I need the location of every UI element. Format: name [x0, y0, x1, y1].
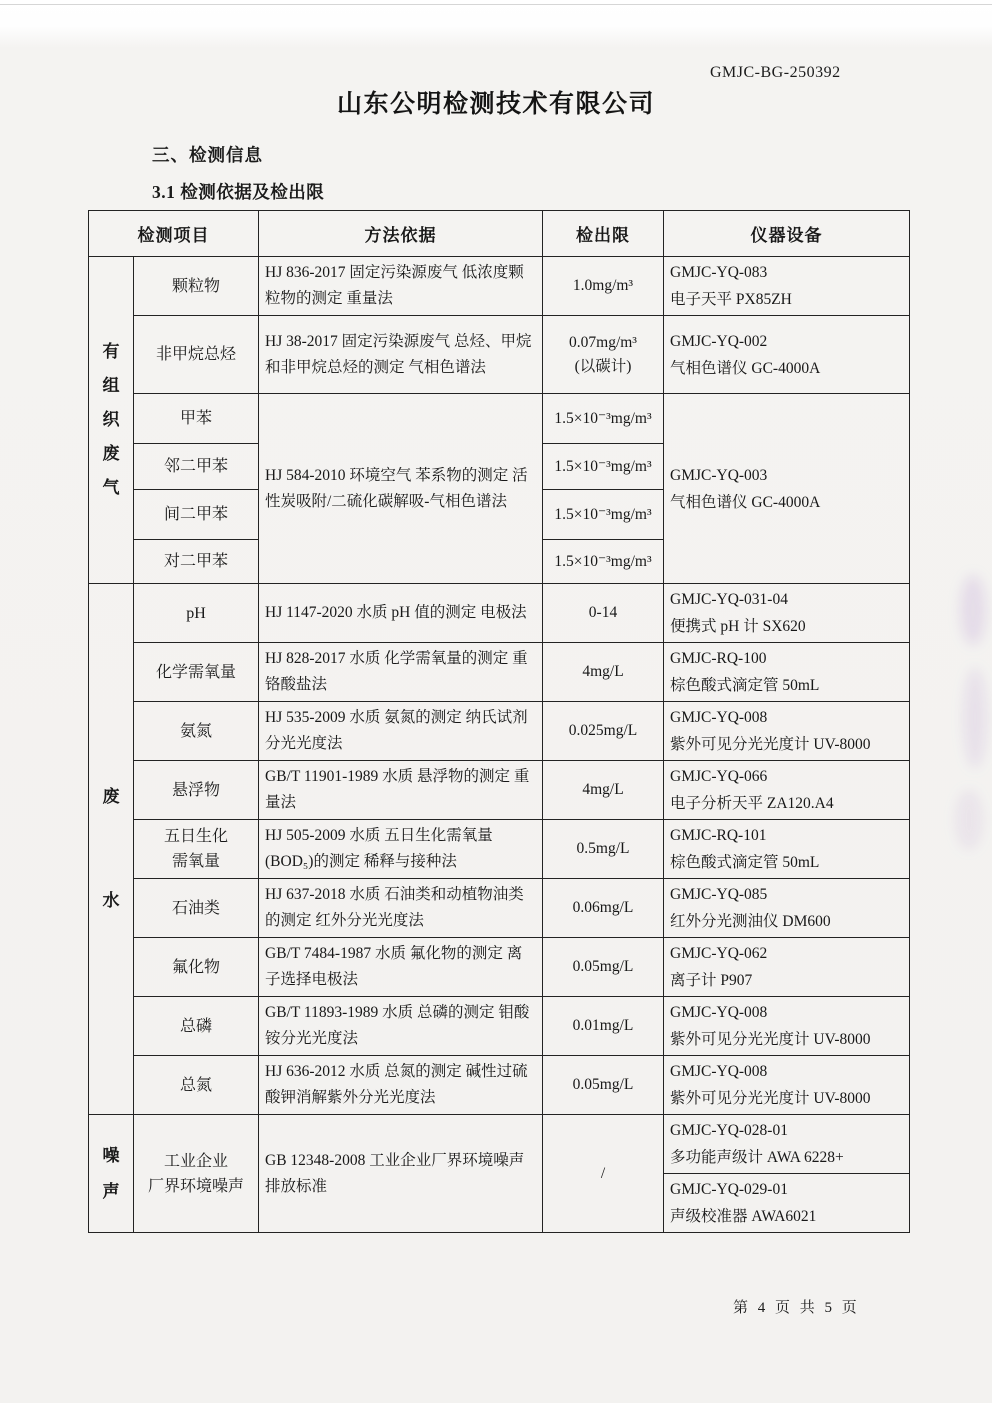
limit-cell: 4mg/L — [543, 643, 664, 702]
item-cell: 悬浮物 — [134, 761, 259, 820]
table-row-particulate — [89, 257, 910, 316]
item-cell: 对二甲苯 — [134, 540, 259, 584]
instrument-name: 电子分析天平 ZA120.A4 — [670, 795, 834, 812]
instrument-code: GMJC-RQ-100 — [670, 650, 767, 667]
instrument-cell-sound-calibrator — [664, 1174, 910, 1233]
item-line1: 五日生化 — [163, 828, 228, 845]
subsection-heading: 3.1 检测依据及检出限 — [152, 182, 325, 202]
limit-cell: 1.5×10⁻³mg/m³ — [543, 540, 664, 584]
instrument-cell — [664, 316, 910, 394]
table-row-petroleum — [89, 879, 910, 938]
method-cell: HJ 636-2012 水质 总氮的测定 碱性过硫酸钾消解紫外分光光度法 — [259, 1056, 543, 1115]
item-cell: 氨氮 — [134, 702, 259, 761]
instrument-code: GMJC-YQ-003 — [670, 466, 768, 484]
instrument-name: 紫外可见分光光度计 UV-8000 — [670, 1090, 871, 1107]
instrument-cell — [664, 879, 910, 938]
method-cell-noise: GB 12348-2008 工业企业厂界环境噪声排放标准 — [259, 1115, 543, 1233]
limit-cell — [543, 316, 664, 394]
limit-cell: 0-14 — [543, 584, 664, 643]
table-header-row — [89, 211, 910, 257]
table-row-noise-a — [89, 1115, 910, 1174]
table-row-nmhc — [89, 316, 910, 394]
group-cell-noise — [89, 1115, 134, 1233]
table-row-bod5 — [89, 820, 910, 879]
col-header-limit: 检出限 — [543, 211, 664, 257]
item-cell: 石油类 — [134, 879, 259, 938]
instrument-code: GMJC-RQ-101 — [670, 827, 767, 844]
instrument-name: 红外分光测油仪 DM600 — [670, 913, 831, 930]
item-line2: 厂界环境噪声 — [147, 1177, 244, 1195]
group-cell-organized-gas — [89, 257, 134, 584]
item-cell: 氟化物 — [134, 938, 259, 997]
limit-cell: 0.06mg/L — [543, 879, 664, 938]
instrument-name: 离子计 P907 — [670, 972, 753, 989]
limit-cell: 0.05mg/L — [543, 1056, 664, 1115]
instrument-name: 多功能声级计 AWA 6228+ — [670, 1149, 844, 1166]
method-cell: HJ 535-2009 水质 氨氮的测定 纳氏试剂分光光度法 — [259, 702, 543, 761]
col-header-item: 检测项目 — [89, 211, 259, 257]
instrument-cell — [664, 257, 910, 316]
limit-cell: 1.5×10⁻³mg/m³ — [543, 394, 664, 444]
scan-top-edge — [0, 4, 992, 5]
limit-cell-noise: / — [543, 1115, 664, 1233]
instrument-code: GMJC-YQ-029-01 — [670, 1181, 788, 1198]
item-line1: 工业企业 — [163, 1152, 228, 1170]
scan-smudge — [955, 790, 983, 850]
section-heading: 三、检测信息 — [152, 145, 263, 165]
table-row-fluoride — [89, 938, 910, 997]
instrument-name: 声级校准器 AWA6021 — [670, 1208, 817, 1225]
method-cell: HJ 836-2017 固定污染源废气 低浓度颗粒物的测定 重量法 — [259, 257, 543, 316]
limit-note: (以碳计) — [574, 357, 632, 375]
instrument-cell — [664, 584, 910, 643]
scan-smudge — [960, 575, 986, 645]
instrument-name: 便携式 pH 计 SX620 — [670, 618, 806, 635]
instrument-code: GMJC-YQ-028-01 — [670, 1122, 788, 1139]
method-cell: HJ 637-2018 水质 石油类和动植物油类的测定 红外分光光度法 — [259, 879, 543, 938]
instrument-cell — [664, 820, 910, 879]
table-row-total-nitrogen — [89, 1056, 910, 1115]
item-cell: pH — [134, 584, 259, 643]
instrument-cell — [664, 938, 910, 997]
limit-cell: 4mg/L — [543, 761, 664, 820]
instrument-code: GMJC-YQ-066 — [670, 768, 768, 785]
limit-cell: 0.05mg/L — [543, 938, 664, 997]
method-cell: HJ 505-2009 水质 五日生化需氧量(BOD₅)的测定 稀释与接种法 — [259, 820, 543, 879]
instrument-code: GMJC-YQ-083 — [670, 264, 768, 281]
instrument-code: GMJC-YQ-062 — [670, 945, 768, 962]
method-cell: HJ 38-2017 固定污染源废气 总烃、甲烷和非甲烷总烃的测定 气相色谱法 — [259, 316, 543, 394]
method-cell: GB/T 11901-1989 水质 悬浮物的测定 重量法 — [259, 761, 543, 820]
instrument-cell — [664, 643, 910, 702]
item-cell: 总氮 — [134, 1056, 259, 1115]
instrument-name: 电子天平 PX85ZH — [670, 291, 792, 308]
item-cell: 总磷 — [134, 997, 259, 1056]
report-number: GMJC-BG-250392 — [710, 64, 841, 81]
instrument-cell-benzene-series — [664, 394, 910, 584]
item-cell: 邻二甲苯 — [134, 444, 259, 490]
col-header-method: 方法依据 — [259, 211, 543, 257]
instrument-code: GMJC-YQ-008 — [670, 1004, 768, 1021]
instrument-code: GMJC-YQ-002 — [670, 332, 768, 350]
item-cell-noise — [134, 1115, 259, 1233]
page-number-footer: 第 4 页 共 5 页 — [733, 1300, 860, 1316]
item-cell: 甲苯 — [134, 394, 259, 444]
limit-value: 0.07mg/m³ — [569, 333, 637, 351]
item-cell — [134, 820, 259, 879]
instrument-cell — [664, 761, 910, 820]
method-cell: GB/T 7484-1987 水质 氟化物的测定 离子选择电极法 — [259, 938, 543, 997]
method-cell: HJ 1147-2020 水质 pH 值的测定 电极法 — [259, 584, 543, 643]
instrument-code: GMJC-YQ-008 — [670, 1063, 768, 1080]
table-row-cod — [89, 643, 910, 702]
col-header-instrument: 仪器设备 — [664, 211, 910, 257]
group-label: 有组织废气 — [102, 342, 120, 497]
instrument-code: GMJC-YQ-008 — [670, 709, 768, 726]
table-row-total-phosphorus — [89, 997, 910, 1056]
group-label: 噪声 — [102, 1145, 120, 1201]
group-cell-wastewater — [89, 584, 134, 1115]
table-row-ammonia — [89, 702, 910, 761]
item-cell: 颗粒物 — [134, 257, 259, 316]
method-cell: GB/T 11893-1989 水质 总磷的测定 钼酸铵分光光度法 — [259, 997, 543, 1056]
limit-cell: 1.0mg/m³ — [543, 257, 664, 316]
instrument-cell — [664, 702, 910, 761]
item-line2: 需氧量 — [171, 853, 220, 870]
table-row-ph — [89, 584, 910, 643]
item-cell: 非甲烷总烃 — [134, 316, 259, 394]
method-cell: HJ 828-2017 水质 化学需氧量的测定 重铬酸盐法 — [259, 643, 543, 702]
instrument-code: GMJC-YQ-031-04 — [670, 591, 788, 608]
method-cell-benzene-series: HJ 584-2010 环境空气 苯系物的测定 活性炭吸附/二硫化碳解吸-气相色谱法 — [259, 394, 543, 584]
instrument-name: 紫外可见分光光度计 UV-8000 — [670, 736, 871, 753]
limit-cell: 0.025mg/L — [543, 702, 664, 761]
instrument-name: 棕色酸式滴定管 50mL — [670, 854, 820, 871]
instrument-name: 紫外可见分光光度计 UV-8000 — [670, 1031, 871, 1048]
instrument-name: 气相色谱仪 GC-4000A — [670, 493, 821, 511]
item-cell: 化学需氧量 — [134, 643, 259, 702]
table-row-toluene — [89, 394, 910, 444]
instrument-cell — [664, 1056, 910, 1115]
company-title: 山东公明检测技术有限公司 — [336, 90, 655, 118]
limit-cell: 1.5×10⁻³mg/m³ — [543, 490, 664, 540]
item-cell: 间二甲苯 — [134, 490, 259, 540]
instrument-cell — [664, 997, 910, 1056]
limit-cell: 1.5×10⁻³mg/m³ — [543, 444, 664, 490]
scan-smudge — [963, 668, 987, 768]
instrument-name: 气相色谱仪 GC-4000A — [670, 359, 821, 377]
table-row-suspended-solids — [89, 761, 910, 820]
group-label: 废水 — [102, 787, 120, 910]
instrument-code: GMJC-YQ-085 — [670, 886, 768, 903]
instrument-cell-sound-level-meter — [664, 1115, 910, 1174]
instrument-name: 棕色酸式滴定管 50mL — [670, 677, 820, 694]
limit-cell: 0.01mg/L — [543, 997, 664, 1056]
limit-cell: 0.5mg/L — [543, 820, 664, 879]
detection-methods-table — [88, 210, 910, 1233]
